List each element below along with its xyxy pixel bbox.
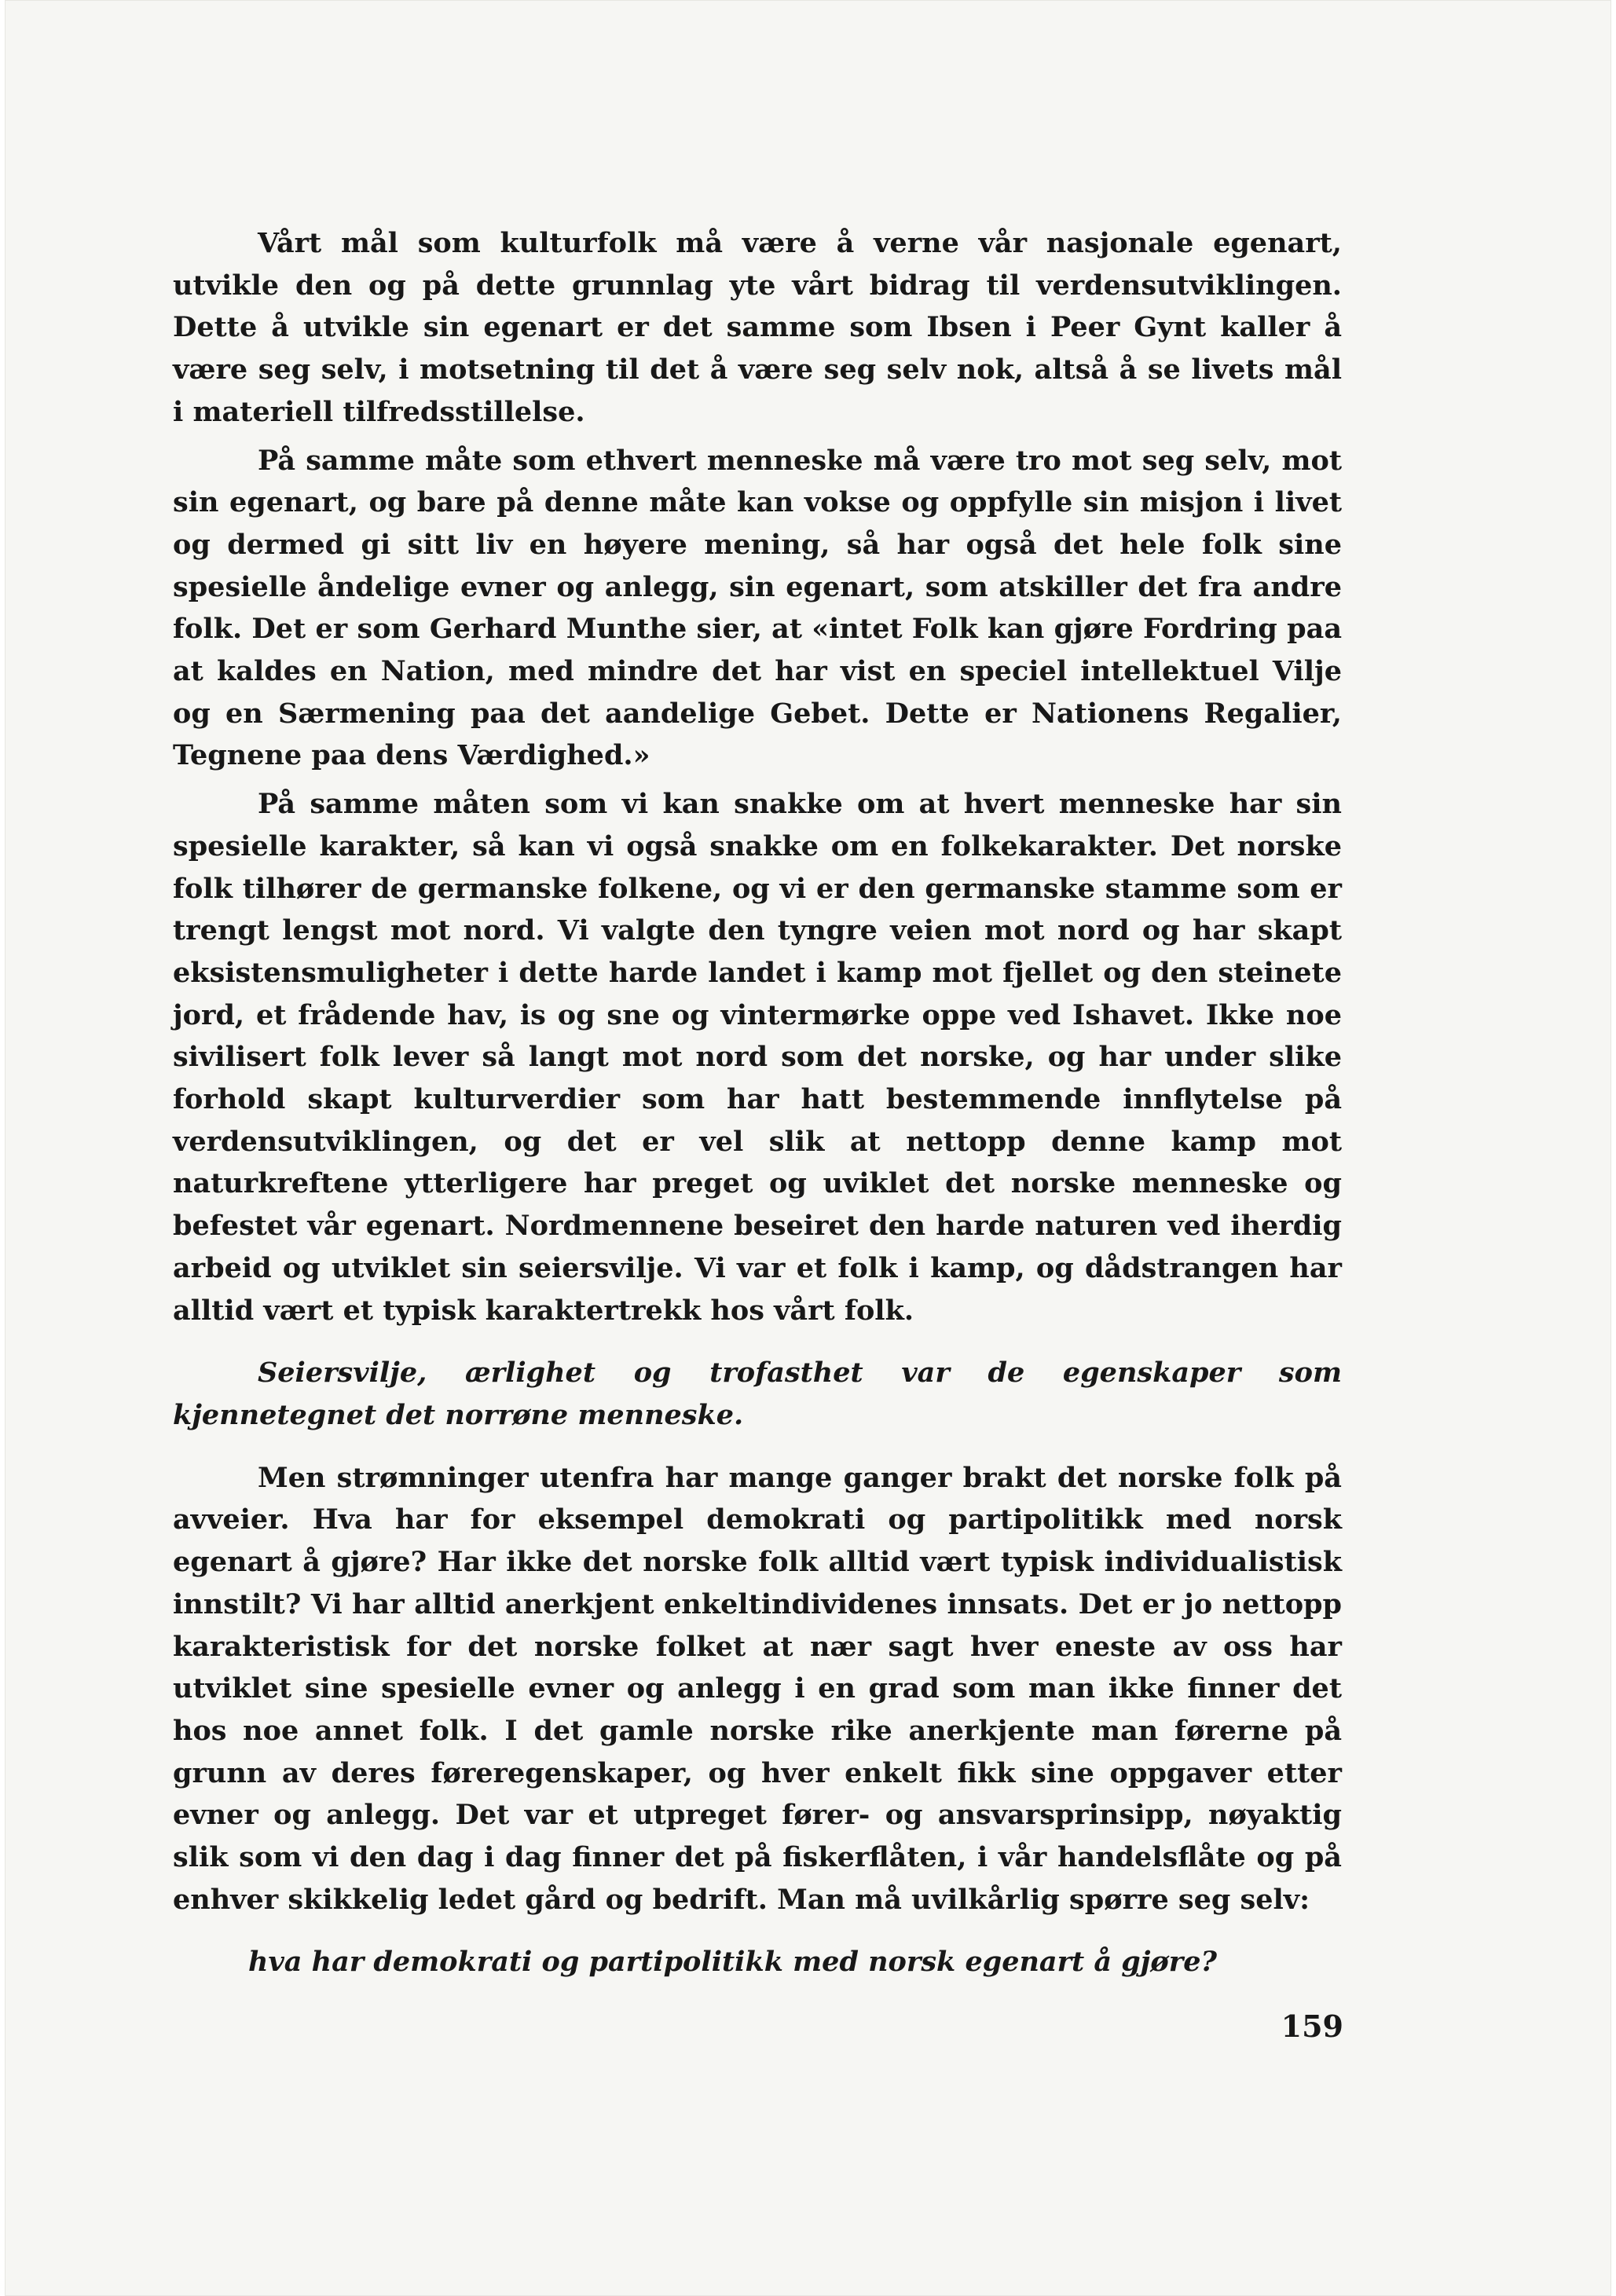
final-question: hva har demokrati og partipolitikk med norsk egenart å gjøre? (248, 1946, 1217, 1979)
emphasized-statement: Seiersvilje, ærlighet og trofasthet var de egenskaper som kjennetegnet det norrøne menneske. (173, 1357, 1342, 1431)
paragraph-4: Men strømninger utenfra har mange ganger brakt det norske folk på avveier. Hva har for eksempel demokrati og partipolitikk med norsk egenart å gjøre? Har ikke det norske folk alltid vært typisk individualistisk innstilt? Vi har alltid anerkjent enkeltindividenes innsats. Det er jo nettopp karakteristisk for det norske folket at nær sagt hver eneste av oss har utviklet sine spesielle evner og anlegg i en grad som man ikke finner det hos noe annet folk. I det gamle norske rike anerkjente man førerne på grunn av deres føreregenskaper, og hver enkelt fikk sine oppgaver etter evner og anlegg. Det var et utpreget fører- og ansvarsprinsipp, nøyaktig slik som vi den dag i dag finner det på fiskerflåten, i vår handelsflåte og på enhver skikkelig ledet gård og bedrift. Man må uvilkårlig spørre seg selv: (173, 1461, 1342, 1916)
page-body-text (173, 222, 1342, 1983)
paragraph-3: På samme måten som vi kan snakke om at hvert menneske har sin spesielle karakter, så kan vi også snakke om en folkekarakter. Det norske folk tilhører de germanske folkene, og vi er den germanske stamme som er trengt lengst mot nord. Vi valgte den tyngre veien mot nord og har skapt eksistensmuligheter i dette harde landet i kamp mot fjellet og den steinete jord, et frådende hav, is og sne og vintermørke oppe ved Ishavet. Ikke noe sivilisert folk lever så langt mot nord som det norske, og har under slike forhold skapt kulturverdier som har hatt bestemmende innflytelse på verdensutviklingen, og det er vel slik at nettopp denne kamp mot naturkreftene ytterligere har preget og uviklet det norske menneske og befestet vår egenart. Nordmennene beseiret den harde naturen ved iherdig arbeid og utviklet sin seiersvilje. Vi var et folk i kamp, og dådstrangen har alltid vært et typisk karaktertrekk hos vårt folk. (173, 788, 1342, 1327)
book-page (5, 0, 1611, 2296)
paragraph-2: På samme måte som ethvert menneske må være tro mot seg selv, mot sin egenart, og bare på denne måte kan vokse og oppfylle sin misjon i livet og dermed gi sitt liv en høyere mening, så har også det hele folk sine spesielle åndelige evner og anlegg, sin egenart, som atskiller det fra andre folk. Det er som Gerhard Munthe sier, at «intet Folk kan gjøre Fordring paa at kaldes en Nation, med mindre det har vist en speciel intellektuel Vilje og en Særmening paa det aandelige Gebet. Dette er Nationens Regalier, Tegnene paa dens Værdighed.» (173, 444, 1342, 772)
paragraph-1: Vårt mål som kulturfolk må være å verne vår nasjonale egenart, utvikle den og på dette grunnlag yte vårt bidrag til verdensutviklingen. Dette å utvikle sin egenart er det samme som Ibsen i Peer Gynt kaller å være seg selv, i motsetning til det å være seg selv nok, altså å se livets mål i materiell tilfredsstillelse. (173, 227, 1342, 428)
page-number: 159 (1281, 2009, 1343, 2044)
